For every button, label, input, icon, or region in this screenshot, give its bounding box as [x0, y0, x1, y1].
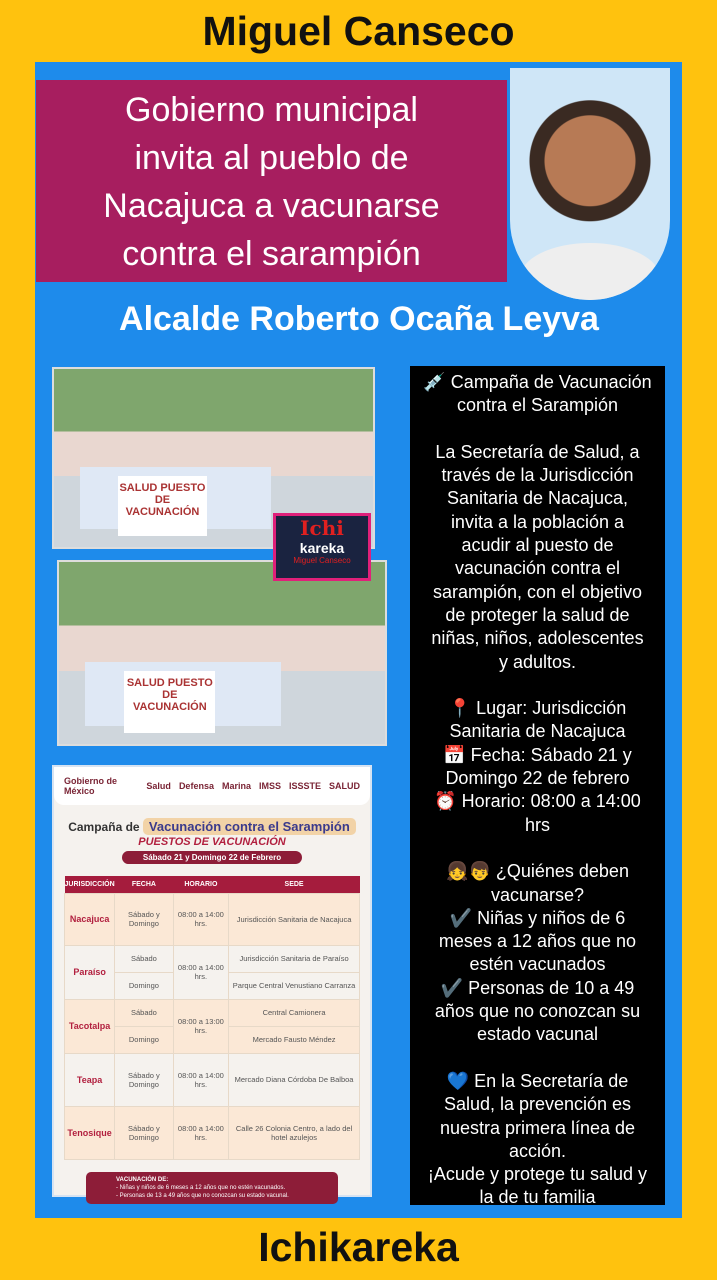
vaccination-sign: SALUD PUESTO DE VACUNACIÓN: [118, 476, 207, 537]
footer-title: Ichikareka: [258, 1224, 459, 1270]
cell: Sábado: [115, 999, 173, 1026]
info-line: de proteger la salud de: [445, 604, 630, 625]
info-line: 💉 Campaña de Vacunación: [423, 372, 652, 392]
cell: Tenosique: [65, 1106, 115, 1159]
info-line: ✔️ Niñas y niños de 6: [449, 907, 626, 928]
info-line: sarampión, con el objetivo: [432, 581, 643, 602]
logo-salud: Salud: [146, 781, 171, 791]
campaign-name: Vacunación contra el Sarampión: [143, 818, 356, 835]
cell: 08:00 a 14:00 hrs.: [173, 893, 229, 945]
info-paragraph: [410, 441, 665, 674]
footer-line: - Niñas y niños de 6 meses a 12 años que no estén vacunados.: [116, 1184, 286, 1191]
info-line: acción.: [508, 1140, 567, 1161]
info-line: ✔️ Personas de 10 a 49: [440, 977, 635, 998]
vaccination-sign: SALUD PUESTO DE VACUNACIÓN: [124, 671, 215, 733]
mayor-name: Alcalde Roberto Ocaña Leyva: [119, 300, 599, 338]
info-line: 💙 En la Secretaría de: [446, 1070, 629, 1091]
cell: Teapa: [65, 1053, 115, 1106]
info-line: Salud, la prevención es: [443, 1094, 632, 1115]
info-line: vacunarse?: [490, 884, 585, 905]
info-line: acudir al puesto de: [461, 535, 614, 556]
logo-defensa: Defensa: [178, 781, 214, 791]
logo-issste: ISSSTE: [288, 781, 321, 791]
table-row: [65, 1106, 360, 1159]
poster-dates: Sábado 21 y Domingo 22 de Febrero: [122, 851, 302, 864]
column-header: SEDE: [229, 876, 360, 893]
cell: Paraíso: [65, 945, 115, 999]
table-row: [65, 945, 360, 972]
info-line: vacunación contra el: [454, 558, 621, 579]
info-line: la de tu familia: [479, 1187, 596, 1208]
column-header: JURISDICCIÓN: [65, 876, 115, 893]
cell: Parque Central Venustiano Carranza: [229, 972, 360, 999]
table-row: [65, 1053, 360, 1106]
cell: Sábado y Domingo: [115, 893, 173, 945]
table-row: [65, 893, 360, 945]
poster-subtitle: PUESTOS DE VACUNACIÓN: [138, 836, 286, 848]
cell: Sábado y Domingo: [115, 1053, 173, 1106]
government-logos: [54, 767, 370, 805]
info-line: Domingo 22 de febrero: [445, 768, 630, 789]
cell: 08:00 a 14:00 hrs.: [173, 1053, 229, 1106]
info-line: nuestra primera línea de: [439, 1117, 636, 1138]
logo-text: Ichi: [300, 516, 344, 540]
info-line: Sanitaria de Nacajuca,: [446, 488, 629, 509]
header-title: Miguel Canseco: [202, 8, 515, 54]
cell: Domingo: [115, 972, 173, 999]
logo-imss: IMSS: [258, 781, 281, 791]
info-line: ¡Acude y protege tu salud y: [427, 1164, 648, 1185]
cell: 08:00 a 13:00 hrs.: [173, 999, 229, 1053]
info-line: 📍 Lugar: Jurisdicción: [448, 698, 627, 719]
column-header: FECHA: [115, 876, 173, 893]
vaccination-table: [64, 876, 360, 1160]
info-line: meses a 12 años que no: [438, 931, 637, 952]
cell: Jurisdicción Sanitaria de Nacajuca: [229, 893, 360, 945]
cell: Tacotalpa: [65, 999, 115, 1053]
cell: Mercado Diana Córdoba De Balboa: [229, 1053, 360, 1106]
cell: 08:00 a 14:00 hrs.: [173, 945, 229, 999]
headline-line: Gobierno municipal: [125, 91, 418, 129]
poster-footer: [86, 1172, 338, 1204]
cell: Central Camionera: [229, 999, 360, 1026]
headline-line: Nacajuca a vacunarse: [103, 187, 440, 225]
info-paragraph: [410, 371, 665, 418]
headline-box: [36, 80, 507, 282]
logo-gobierno: Gobierno de México: [64, 776, 118, 796]
logo-marina: Marina: [221, 781, 251, 791]
footer-title: VACUNACIÓN DE:: [116, 1176, 169, 1183]
column-header: HORARIO: [173, 876, 229, 893]
info-paragraph: [410, 697, 665, 837]
headline-line: invita al pueblo de: [134, 139, 409, 177]
info-line: través de la Jurisdicción: [441, 465, 634, 486]
logo-text: Miguel Canseco: [293, 556, 351, 565]
info-line: ⏰ Horario: 08:00 a 14:00: [434, 791, 641, 812]
info-line: estado vacunal: [476, 1024, 599, 1045]
info-line: invita a la población a: [450, 511, 625, 532]
logo-text: kareka: [299, 540, 345, 556]
cell: Nacajuca: [65, 893, 115, 945]
cell: Jurisdicción Sanitaria de Paraíso: [229, 945, 360, 972]
footer-line: - Personas de 13 a 49 años que no conozcan su estado vacunal.: [116, 1192, 289, 1199]
cell: Sábado: [115, 945, 173, 972]
info-paragraph: [410, 860, 665, 1046]
info-line: La Secretaría de Salud, a: [435, 441, 640, 462]
radio-logo: [273, 513, 371, 581]
info-line: niñas, niños, adolescentes: [431, 628, 644, 649]
info-text-box: [410, 366, 665, 1208]
info-line: Sanitaria de Nacajuca: [449, 721, 626, 742]
info-line: 📅 Fecha: Sábado 21 y: [443, 744, 632, 765]
vaccination-poster: [52, 765, 372, 1197]
campaign-prefix: Campaña de: [68, 820, 140, 834]
cell: Domingo: [115, 1026, 173, 1053]
info-line: contra el Sarampión: [456, 395, 619, 416]
info-line: hrs: [524, 814, 550, 835]
cell: Sábado y Domingo: [115, 1106, 173, 1159]
cell: Mercado Fausto Méndez: [229, 1026, 360, 1053]
info-line: 👧👦 ¿Quiénes deben: [446, 861, 629, 882]
vaccination-photo-2: [57, 560, 387, 746]
headline-line: contra el sarampión: [122, 235, 421, 273]
campaign-title: [54, 819, 370, 834]
cell: 08:00 a 14:00 hrs.: [173, 1106, 229, 1159]
table-row: [65, 999, 360, 1026]
mayor-photo: [510, 68, 670, 300]
info-line: años que no conozcan su: [434, 1001, 641, 1022]
cell: Calle 26 Colonia Centro, a lado del hotel azulejos: [229, 1106, 360, 1159]
info-line: estén vacunados: [469, 954, 606, 975]
info-paragraph: [410, 1070, 665, 1210]
logo-salud-tab: SALUD: [329, 781, 360, 791]
info-line: y adultos.: [498, 651, 577, 672]
